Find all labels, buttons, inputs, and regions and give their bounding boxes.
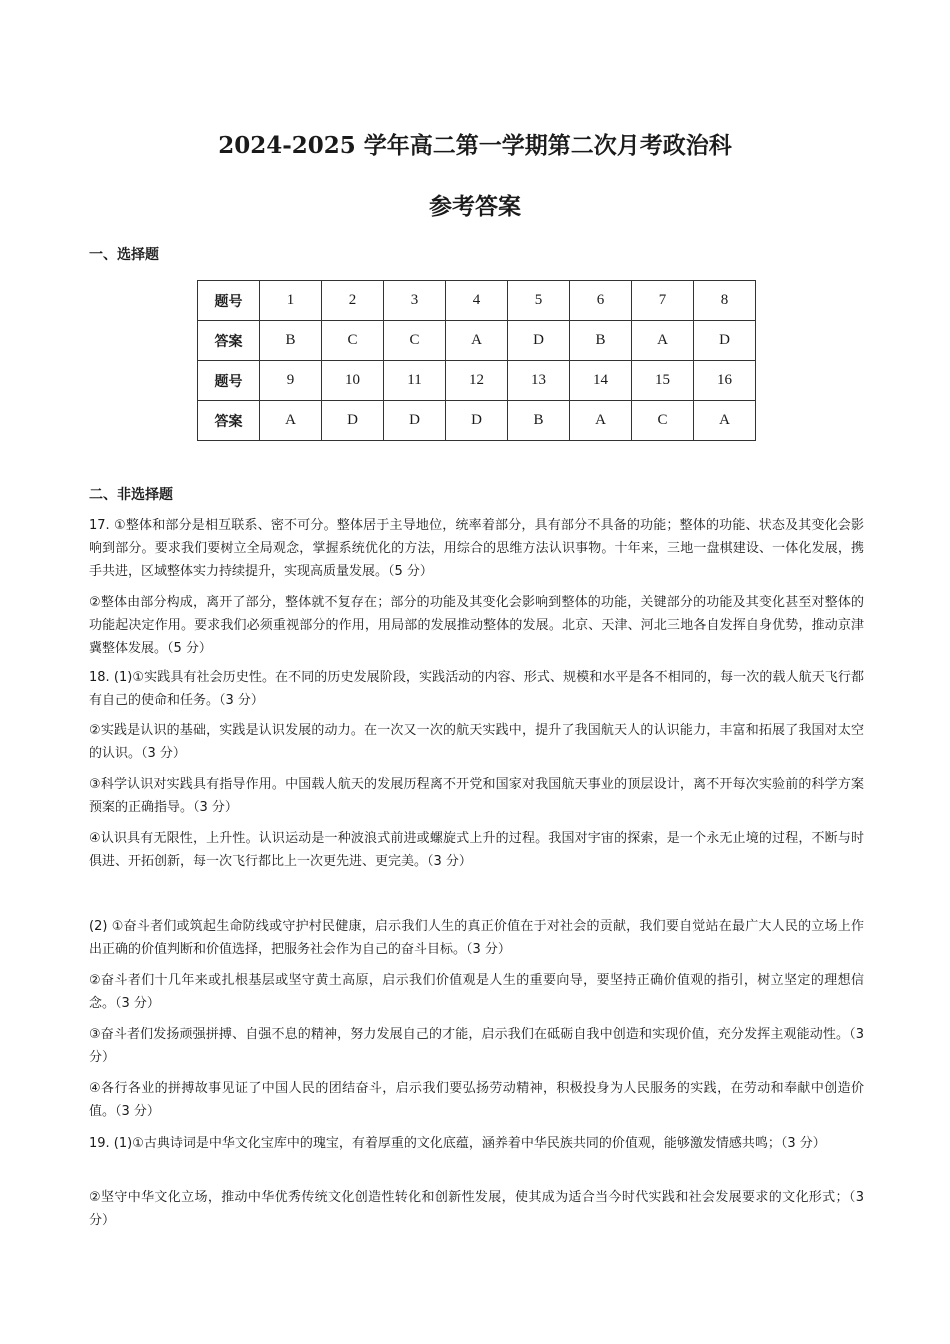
table-cell: 3 [384,281,446,321]
table-cell: D [508,321,570,361]
table-cell: 7 [632,281,694,321]
answer-paragraph: ②坚守中华文化立场，推动中华优秀传统文化创造性转化和创新性发展，使其成为适合当今时代实践和社会发展要求的文化形式；（3 分） [89,1190,864,1228]
table-cell: 8 [694,281,756,321]
table-cell: A [694,401,756,441]
table-cell: 5 [508,281,570,321]
answer-paragraph: (2) ①奋斗者们或筑起生命防线或守护村民健康，启示我们人生的真正价值在于对社会的贡献，我们要自觉站在最广大人民的立场上作出正确的价值判断和价值选择，把服务社会作为自己的奋斗目标。（3 分） [89,919,864,957]
table-cell: 10 [322,361,384,401]
table-cell: 9 [260,361,322,401]
table-cell: A [570,401,632,441]
table-cell: 2 [322,281,384,321]
table-cell: D [694,321,756,361]
answer-paragraph: ④各行各业的拼搏故事见证了中国人民的团结奋斗，启示我们要弘扬劳动精神，积极投身为人民服务的实践，在劳动和奉献中创造价值。（3 分） [89,1081,864,1119]
section-heading-choice: 一、选择题 [89,247,159,263]
answer-paragraph: 18. (1)①实践具有社会历史性。在不同的历史发展阶段，实践活动的内容、形式、规模和水平是各不相同的，每一次的载人航天飞行都有自己的使命和任务。（3 分） [89,670,864,708]
table-cell: A [260,401,322,441]
table-cell: 6 [570,281,632,321]
table-row [198,281,756,321]
answer-paragraph: ②奋斗者们十几年来或扎根基层或坚守黄土高原，启示我们价值观是人生的重要向导，要坚持正确价值观的指引，树立坚定的理想信念。（3 分） [89,973,864,1011]
table-cell: B [260,321,322,361]
page-title: 2024-2025 学年高二第一学期第二次月考政治科 [218,132,732,159]
table-row [198,401,756,441]
table-cell: 11 [384,361,446,401]
table-cell: 题号 [198,281,260,321]
answer-table [197,280,756,441]
answer-paragraph: 17. ①整体和部分是相互联系、密不可分。整体居于主导地位，统率着部分，具有部分不具备的功能；整体的功能、状态及其变化会影响到部分。要求我们要树立全局观念，掌握系统优化的方法，用综合的思维方法认识事物。十年来，三地一盘棋建设、一体化发展，携手共进，区域整体实力持续提升，实现高质量发展。（5 分） [89,518,864,579]
table-row [198,321,756,361]
table-cell: 4 [446,281,508,321]
answer-paragraph: ③奋斗者们发扬顽强拼搏、自强不息的精神，努力发展自己的才能，启示我们在砥砺自我中创造和实现价值，充分发挥主观能动性。（3 分） [89,1027,864,1065]
answer-paragraph: ③科学认识对实践具有指导作用。中国载人航天的发展历程离不开党和国家对我国航天事业的顶层设计，离不开每次实验前的科学方案预案的正确指导。（3 分） [89,777,864,815]
table-cell: C [632,401,694,441]
table-cell: D [322,401,384,441]
table-cell: A [632,321,694,361]
answer-paragraph: ②整体由部分构成，离开了部分，整体就不复存在；部分的功能及其变化会影响到整体的功能，关键部分的功能及其变化甚至对整体的功能起决定作用。要求我们必须重视部分的作用，用局部的发展推动整体的发展。北京、天津、河北三地各自发挥自身优势，推动京津冀整体发展。（5 分） [89,595,864,656]
section-heading-nonchoice: 二、非选择题 [89,487,173,503]
table-cell: 15 [632,361,694,401]
table-cell: C [384,321,446,361]
table-cell: 1 [260,281,322,321]
table-cell: 答案 [198,321,260,361]
table-cell: A [446,321,508,361]
table-cell: 答案 [198,401,260,441]
table-cell: D [384,401,446,441]
table-cell: B [570,321,632,361]
answer-paragraph: 19. (1)①古典诗词是中华文化宝库中的瑰宝，有着厚重的文化底蕴，涵养着中华民族共同的价值观，能够激发情感共鸣；（3 分） [89,1136,826,1151]
table-cell: 题号 [198,361,260,401]
table-cell: 12 [446,361,508,401]
table-cell: C [322,321,384,361]
answer-paragraph: ④认识具有无限性，上升性。认识运动是一种波浪式前进或螺旋式上升的过程。我国对宇宙的探索，是一个永无止境的过程，不断与时俱进、开拓创新，每一次飞行都比上一次更先进、更完美。（3 分） [89,831,864,869]
table-cell: 16 [694,361,756,401]
table-cell: D [446,401,508,441]
table-cell: 13 [508,361,570,401]
page-subtitle: 参考答案 [429,193,521,220]
table-row [198,361,756,401]
table-cell: B [508,401,570,441]
answer-paragraph: ②实践是认识的基础，实践是认识发展的动力。在一次又一次的航天实践中，提升了我国航天人的认识能力，丰富和拓展了我国对太空的认识。（3 分） [89,723,864,761]
table-cell: 14 [570,361,632,401]
